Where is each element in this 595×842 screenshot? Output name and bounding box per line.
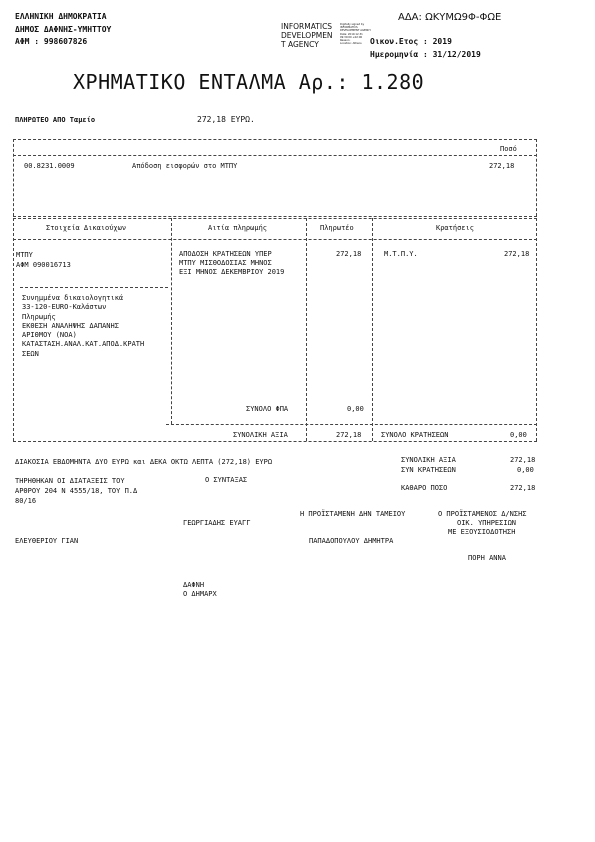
budget-description: Απόδοση εισφορών στο ΜΤΠΥ [132, 162, 238, 170]
mayor-municipality: ΔΑΦΝΗ [183, 581, 205, 589]
deductions-total-value: 0,00 [510, 431, 527, 439]
payment-reason-header: Αιτία πληρωμής [208, 224, 268, 232]
supporting-documents: Συνημμένα δικαιολογητικά 33-120-EURO-Καλάστων Πληρωμής ΕΚΘΕΣΗ ΑΝΑΛΗΨΗΣ ΔΑΠΑΝΗΣ ΑΡΙΘΜΟΥ (ΝΟΑ) ΚΑΤΑΣΤΑΣΗ.ΑΝΑΛ.ΚΑΤ.ΑΠΟΔ.ΚΡΑΤΗ ΣΕΩΝ [22, 294, 145, 358]
logo-text: INFORMATICS DEVELOPMEN T AGENCY [281, 22, 333, 49]
page-title: ΧΡΗΜΑΤΙΚΟ ΕΝΤΑΛΜΑ Αρ.: 1.280 [73, 70, 425, 94]
director-title-1: Ο ΠΡΟΪΣΤΑΜΕΝΟΣ Δ/ΝΣΗΣ [438, 510, 527, 518]
deductions-total-label: ΣΥΝΟΛΟ ΚΡΑΤΗΣΕΩΝ [381, 431, 449, 439]
signatory-treasury-head: ΠΑΠΑΔΟΠΟΥΛΟΥ ΔΗΜΗΤΡΑ [309, 537, 394, 545]
vat-total-value: 0,00 [347, 405, 364, 413]
legal-compliance-note: ΤΗΡΗΘΗΚΑΝ ΟΙ ΔΙΑΤΑΞΕΙΣ ΤΟΥ ΑΡΘΡΟΥ 204 Ν 4555/18, ΤΟΥ Π.Δ 80/16 [15, 477, 138, 505]
issuer-line-2: ΔΗΜΟΣ ΔΑΦΝΗΣ-ΥΜΗΤΤΟΥ [15, 25, 112, 34]
beneficiary-details: ΜΤΠΥ ΑΦΜ 090016713 [16, 251, 71, 269]
summary-deductions-label: ΣΥΝ ΚΡΑΤΗΣΕΩΝ [401, 466, 456, 474]
divider [306, 218, 307, 441]
signatory-georgiadis: ΓΕΩΡΓΙΑΔΗΣ ΕΥΑΓΓ [183, 519, 251, 527]
payable-header: Πληρωτέο [320, 224, 354, 232]
treasury-head-title: Η ΠΡΟΪΣΤΑΜΕΝΗ ΔΗΝ ΤΑΜΕΙΟΥ [300, 510, 406, 518]
divider [372, 218, 373, 441]
signatory-director: ΠΟΡΗ ΑΝΝΑ [468, 554, 506, 562]
ada-code: ΑΔΑ: ΩΚΥΜΩ9Φ-ΦΩΕ [398, 12, 502, 23]
signature-details: Digitally signed by INFORMATICS DEVELOPMENT AGENCY Date: 2019.12.31 09:30:00 +02:00 Reason: Location: Athens [340, 23, 371, 46]
fiscal-year: Οικον.Ετος : 2019 [370, 37, 452, 46]
divider [536, 218, 537, 441]
summary-total-label: ΣΥΝΟΛΙΚΗ ΑΞΙΑ [401, 456, 456, 464]
summary-total-value: 272,18 [510, 456, 536, 464]
divider [13, 218, 14, 441]
director-title-2: ΟΙΚ. ΥΠΗΡΕΣΙΩΝ [457, 519, 517, 527]
divider [13, 139, 14, 216]
divider [13, 139, 537, 140]
total-value: 272,18 [336, 431, 362, 439]
beneficiary-header: Στοιχεία Δικαιούχων [46, 224, 127, 232]
deductions-header: Κρατήσεις [436, 224, 474, 232]
budget-amount: 272,18 [489, 162, 515, 170]
payable-amount: 272,18 ΕΥΡΩ. [197, 115, 255, 124]
amount-column-header: Ποσό [500, 145, 517, 153]
issuer-line-1: ΕΛΛΗΝΙΚΗ ΔΗΜΟΚΡΑΤΙΑ [15, 12, 107, 21]
summary-deductions-value: 0,00 [517, 466, 534, 474]
net-amount-value: 272,18 [510, 484, 536, 492]
divider [13, 239, 537, 240]
amount-in-words: ΔΙΑΚΟΣΙΑ ΕΒΔΟΜΗΝΤΑ ΔΥΟ ΕΥΡΩ και ΔΕΚΑ ΟΚΤΩ ΛΕΠΤΑ (272,18) ΕΥΡΩ [15, 458, 273, 466]
document-date: Ημερομηνία : 31/12/2019 [370, 50, 481, 59]
deduction-value: 272,18 [504, 250, 530, 258]
total-value-label: ΣΥΝΟΛΙΚΗ ΑΞΙΑ [233, 431, 288, 439]
payable-from-label: ΠΛΗΡΩΤΕΟ ΑΠΟ Ταμείο [15, 116, 96, 124]
payment-reason: ΑΠΟΔΟΣΗ ΚΡΑΤΗΣΕΩΝ ΥΠΕΡ ΜΤΠΥ ΜΙΣΘΟΔΟΣΙΑΣ ΜΗΝΟΣ ΕΞΙ ΜΗΝΟΣ ΔΕΚΕΜΒΡΙΟΥ 2019 [179, 250, 285, 276]
divider [13, 218, 537, 219]
mayor-title: Ο ΔΗΜΑΡΧ [183, 590, 217, 598]
net-amount-label: ΚΑΘΑΡΟ ΠΟΣΟ [401, 484, 448, 492]
signatory-eleftheriou: ΕΛΕΥΘΕΡΙΟΥ ΓΙΑΝ [15, 537, 79, 545]
divider [536, 139, 537, 216]
divider [13, 155, 537, 156]
divider [13, 441, 537, 442]
divider [13, 216, 537, 217]
payable-value: 272,18 [336, 250, 362, 258]
director-title-3: ΜΕ ΕΞΟΥΣΙΟΔΟΤΗΣΗ [448, 528, 516, 536]
issuer-afm: ΑΦΜ : 998607826 [15, 37, 88, 46]
deduction-name: Μ.Τ.Π.Υ. [384, 250, 418, 258]
vat-total-label: ΣΥΝΟΛΟ ΦΠΑ [246, 405, 289, 413]
budget-code: 00.8231.0009 [24, 162, 75, 170]
compiled-by-label: Ο ΣΥΝΤΑΞΑΣ [205, 476, 248, 484]
divider [171, 218, 172, 424]
divider [166, 424, 537, 425]
divider [20, 287, 168, 288]
